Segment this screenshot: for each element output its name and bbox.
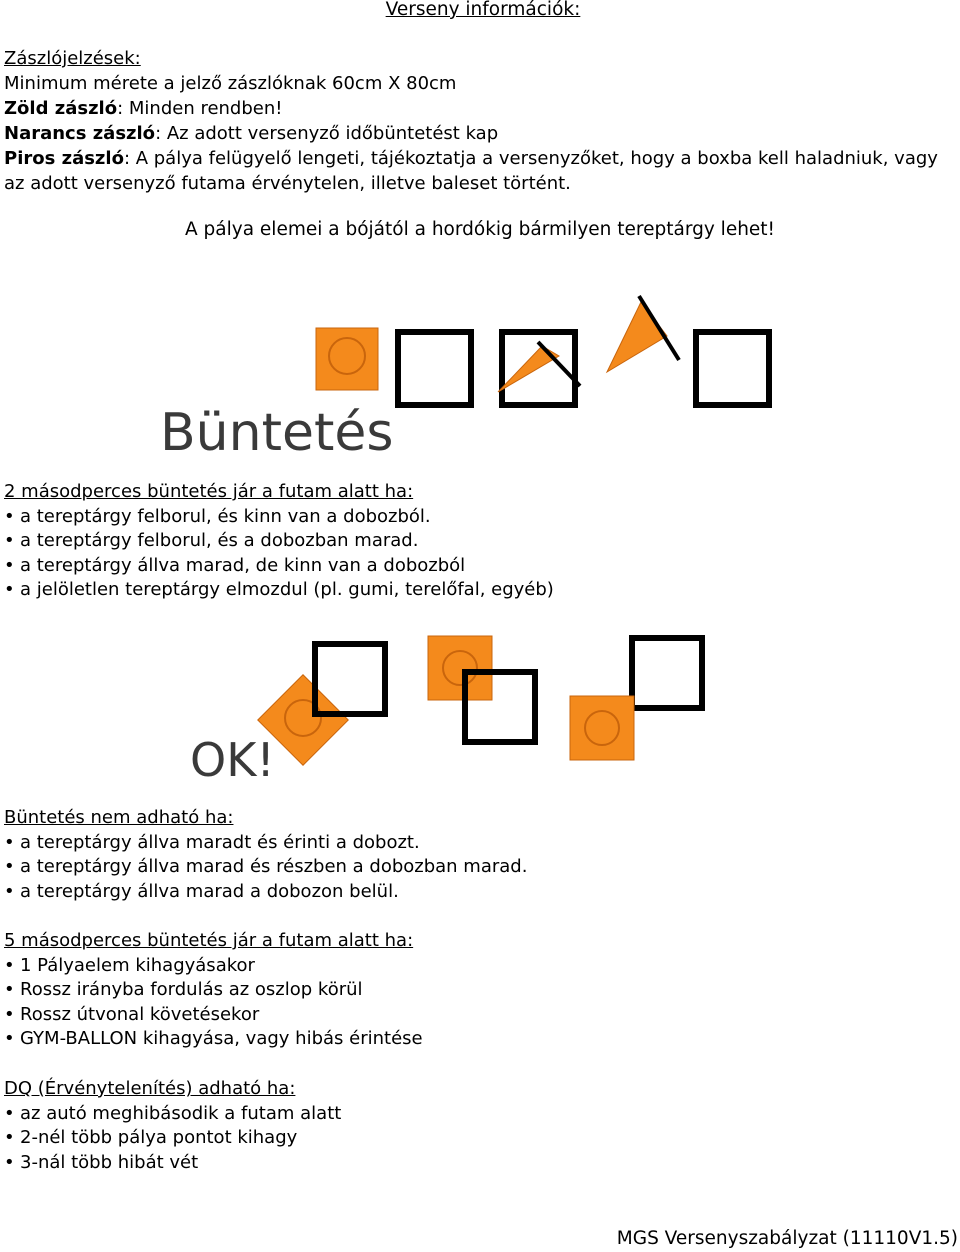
- green-flag-line: [4, 96, 954, 121]
- two-sec-heading: 2 másodperces büntetés jár a futam alatt ha:: [4, 481, 414, 502]
- list-item: • a jelöletlen tereptárgy elmozdul (pl. gumi, terelőfal, egyéb): [4, 578, 554, 603]
- list-item: • az autó meghibásodik a futam alatt: [4, 1102, 341, 1127]
- list-item: • Rossz irányba fordulás az oszlop körül: [4, 978, 423, 1003]
- list-item: • a tereptárgy felborul, és a dobozban marad.: [4, 529, 554, 554]
- dq-heading: DQ (Érvénytelenítés) adható ha:: [4, 1078, 296, 1099]
- penalty-illustration: [155, 292, 795, 458]
- course-note: A pálya elemei a bójától a hordókig bármilyen tereptárgy lehet!: [185, 219, 775, 240]
- list-item: • a tereptárgy állva marad, de kinn van a dobozból: [4, 554, 554, 579]
- list-item: • 2-nél több pálya pontot kihagy: [4, 1126, 341, 1151]
- five-sec-list: [4, 954, 423, 1052]
- green-flag-label: Zöld zászló: [4, 98, 118, 119]
- dq-list: [4, 1102, 341, 1176]
- no-penalty-section: [4, 806, 527, 904]
- red-flag-label: Piros zászló: [4, 148, 124, 169]
- green-flag-text: : Minden rendben!: [117, 98, 283, 119]
- red-flag-text: : A pálya felügyelő lengeti, tájékoztatja a versenyzőket, hogy a boxba kell haladniuk, vagy az adott versenyző futama érvénytelen, illetve baleset történt.: [4, 148, 938, 194]
- flag-signals: [4, 46, 954, 196]
- list-item: • 1 Pályaelem kihagyásakor: [4, 954, 423, 979]
- list-item: • a tereptárgy állva marad és részben a dobozban marad.: [4, 855, 527, 880]
- two-sec-penalty-section: [4, 480, 554, 603]
- list-item: • a tereptárgy állva maradt és érinti a dobozt.: [4, 831, 527, 856]
- list-item: • 3-nál több hibát vét: [4, 1151, 341, 1176]
- orange-flag-text: : Az adott versenyző időbüntetést kap: [155, 123, 499, 144]
- dq-section: [4, 1077, 341, 1175]
- flags-min-size: Minimum mérete a jelző zászlóknak 60cm X 80cm: [4, 73, 457, 94]
- list-item: • a tereptárgy felborul, és kinn van a dobozból.: [4, 505, 554, 530]
- no-penalty-list: [4, 831, 527, 905]
- red-flag-line: [4, 146, 954, 196]
- no-penalty-heading: Büntetés nem adható ha:: [4, 807, 234, 828]
- flags-heading: Zászlójelzések:: [4, 48, 141, 69]
- five-sec-penalty-section: [4, 929, 423, 1052]
- document-footer: MGS Versenyszabályzat (11110V1.5): [616, 1228, 958, 1249]
- orange-flag-line: [4, 121, 954, 146]
- two-sec-list: [4, 505, 554, 603]
- five-sec-heading: 5 másodperces büntetés jár a futam alatt ha:: [4, 930, 414, 951]
- list-item: • a tereptárgy állva marad a dobozon belül.: [4, 880, 527, 905]
- fallen-cone-outside-icon: [607, 302, 667, 372]
- penalty-label: Büntetés: [160, 403, 394, 458]
- page-title: Verseny információk:: [385, 0, 581, 20]
- list-item: • GYM-BALLON kihagyása, vagy hibás érintése: [4, 1027, 423, 1052]
- orange-flag-label: Narancs zászló: [4, 123, 156, 144]
- orange-box-inside: [570, 696, 634, 760]
- ok-label: OK!: [190, 733, 275, 786]
- orange-box-partial: [428, 636, 492, 700]
- empty-box-2: [696, 332, 769, 405]
- inside-box: [632, 638, 702, 708]
- ok-illustration: [185, 630, 725, 786]
- list-item: • Rossz útvonal követésekor: [4, 1003, 423, 1028]
- empty-box-1: [398, 332, 471, 405]
